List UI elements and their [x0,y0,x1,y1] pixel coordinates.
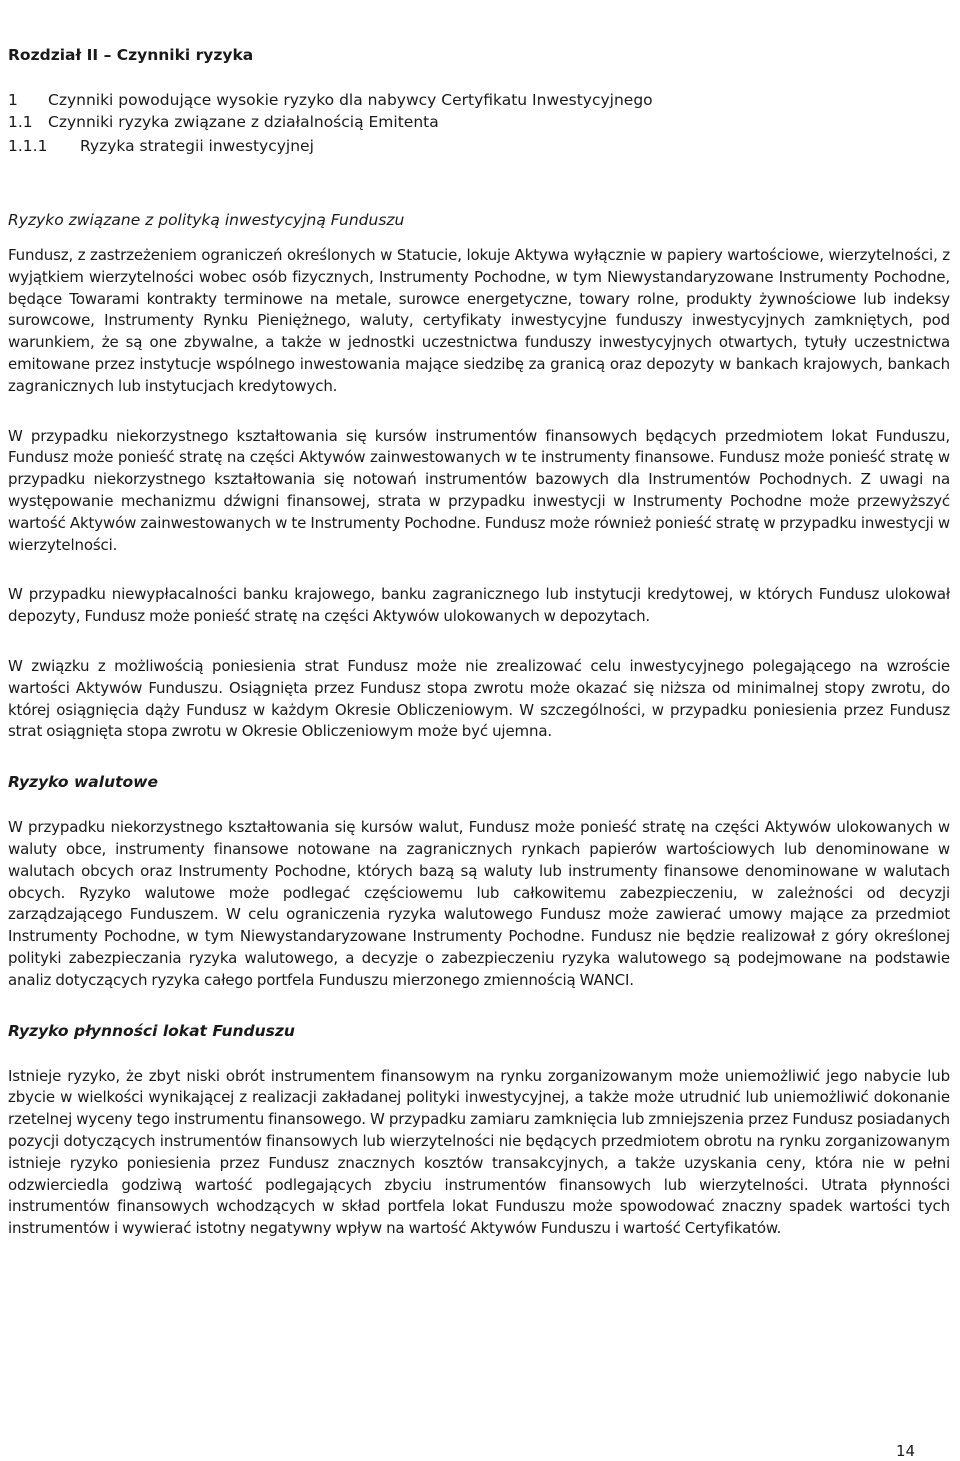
paragraph: W związku z możliwością poniesienia strat Fundusz może nie zrealizować celu inwestycyjnego polegającego na wzroście wartości Aktywów Funduszu. Osiągnięta przez Fundusz stopa zwrotu może okazać się niższa od minimalnej stopy zwrotu, do której osiągnięcia dąży Fundusz w każdym Okresie Obliczeniowym. W szczególności, w przypadku poniesienia przez Fundusz strat osiągnięta stopa zwrotu w Okresie Obliczeniowym może być ujemna. [8,656,950,741]
paragraph: W przypadku niekorzystnego kształtowania się kursów instrumentów finansowych będących przedmiotem lokat Funduszu, Fundusz może ponieść stratę na części Aktywów zainwestowanych w te instrumenty finansowe. Fundusz może ponieść stratę w przypadku niekorzystnego kształtowania się notowań instrumentów bazowych dla Instrumentów Pochodnych. Z uwagi na występowanie mechanizmu dźwigni finansowej, strata w przypadku inwestycji w Instrumenty Pochodne może przewyższyć wartość Aktywów zainwestowanych w te Instrumenty Pochodne. Fundusz może również ponieść stratę w przypadku inwestycji w wierzytelności. [8,426,950,554]
page-number: 14 [896,1442,916,1460]
heading-text: Czynniki powodujące wysokie ryzyko dla nabywcy Certyfikatu Inwestycyjnego [48,91,653,109]
paragraph: Istnieje ryzyko, że zbyt niski obrót instrumentem finansowym na rynku zorganizowanym może uniemożliwić jego nabycie lub zbycie w wielkości wynikającej z realizacji zakładanej polityki inwestycyjnej, a także może utrudnić lub uniemożliwić dokonanie rzetelnej wyceny tego instrumentu finansowego. W przypadku zamiaru zamknięcia lub zmniejszenia przez Fundusz posiadanych pozycji dotyczących instrumentów finansowych lub wierzytelności nie będących przedmiotem obrotu na rynku zorganizowanym istnieje ryzyko poniesienia przez Fundusz znacznych kosztów transakcyjnych, a także uzyskania ceny, która nie w pełni odzwierciedla godziwą wartość podlegających zbyciu instrumentów finansowych lub wierzytelności. Utrata płynności instrumentów finansowych wchodzących w skład portfela lokat Funduszu może spowodować znaczny spadek wartości tych instrumentów i wywierać istotny negatywny wpływ na wartość Aktywów Funduszu i wartość Certyfikatów. [8,1066,950,1238]
chapter-title: Rozdział II – Czynniki ryzyka [8,46,254,64]
document-page [8,44,950,1268]
spacer [8,157,950,209]
heading-text: Ryzyka strategii inwestycyjnej [80,137,314,155]
section-title: Ryzyko walutowe [8,773,158,792]
heading-level-2 [8,111,950,133]
paragraph: W przypadku niekorzystnego kształtowania się kursów walut, Fundusz może ponieść stratę na części Aktywów ulokowanych w waluty obce, instrumenty finansowe notowane na zagranicznych rynkach papierów wartościowych lub denominowane w walutach obcych oraz Instrumenty Pochodne, których bazą są waluty lub instrumenty finansowe denominowane w walutach obcych. Ryzyko walutowe może podlegać częściowemu lub całkowitemu zabezpieczeniu, w zależności od decyzji zarządzającego Funduszem. W celu ograniczenia ryzyka walutowego Fundusz może zawierać umowy mające za przedmiot Instrumenty Pochodne, w tym Niewystandaryzowane Instrumenty Pochodne. Fundusz nie będzie realizował z góry określonej polityki zabezpieczania ryzyka walutowego, a decyzje o zabezpieczeniu ryzyka walutowego są podejmowane na podstawie analiz dotyczących ryzyka całego portfela Funduszu mierzonego zmiennością WANCI. [8,818,950,989]
paragraph: W przypadku niewypłacalności banku krajowego, banku zagranicznego lub instytucji kredytowej, w których Fundusz ulokował depozyty, Fundusz może ponieść stratę na części Aktywów ulokowanych w depozytach. [8,585,950,626]
heading-number: 1 [8,91,18,109]
heading-number: 1.1 [8,113,33,131]
paragraph: Fundusz, z zastrzeżeniem ograniczeń określonych w Statucie, lokuje Aktywa wyłącznie w papiery wartościowe, wierzytelności, z wyjątkiem wierzytelności wobec osób fizycznych, Instrumenty Pochodne, w tym Niewystandaryzowane Instrumenty Pochodne, będące Towarami kontrakty terminowe na metale, surowce energetyczne, towary rolne, produkty żywnościowe lub indeksy surowcowe, Instrumenty Rynku Pieniężnego, waluty, certyfikaty inwestycyjne funduszy inwestycyjnych zamkniętych, pod warunkiem, że są one zbywalne, a także w jednostki uczestnictwa funduszy inwestycyjnych otwartych, tytuły uczestnictwa emitowane przez instytucje wspólnego inwestowania mające siedzibę za granicą oraz depozyty w bankach krajowych, bankach zagranicznych lub instytucjach kredytowych. [8,246,950,395]
section-title: Ryzyko związane z polityką inwestycyjną Funduszu [8,211,405,229]
heading-level-1 [8,89,950,111]
section-title: Ryzyko płynności lokat Funduszu [8,1021,295,1040]
heading-level-3 [8,135,950,157]
heading-text: Czynniki ryzyka związane z działalnością Emitenta [48,113,439,131]
heading-number: 1.1.1 [8,137,48,155]
